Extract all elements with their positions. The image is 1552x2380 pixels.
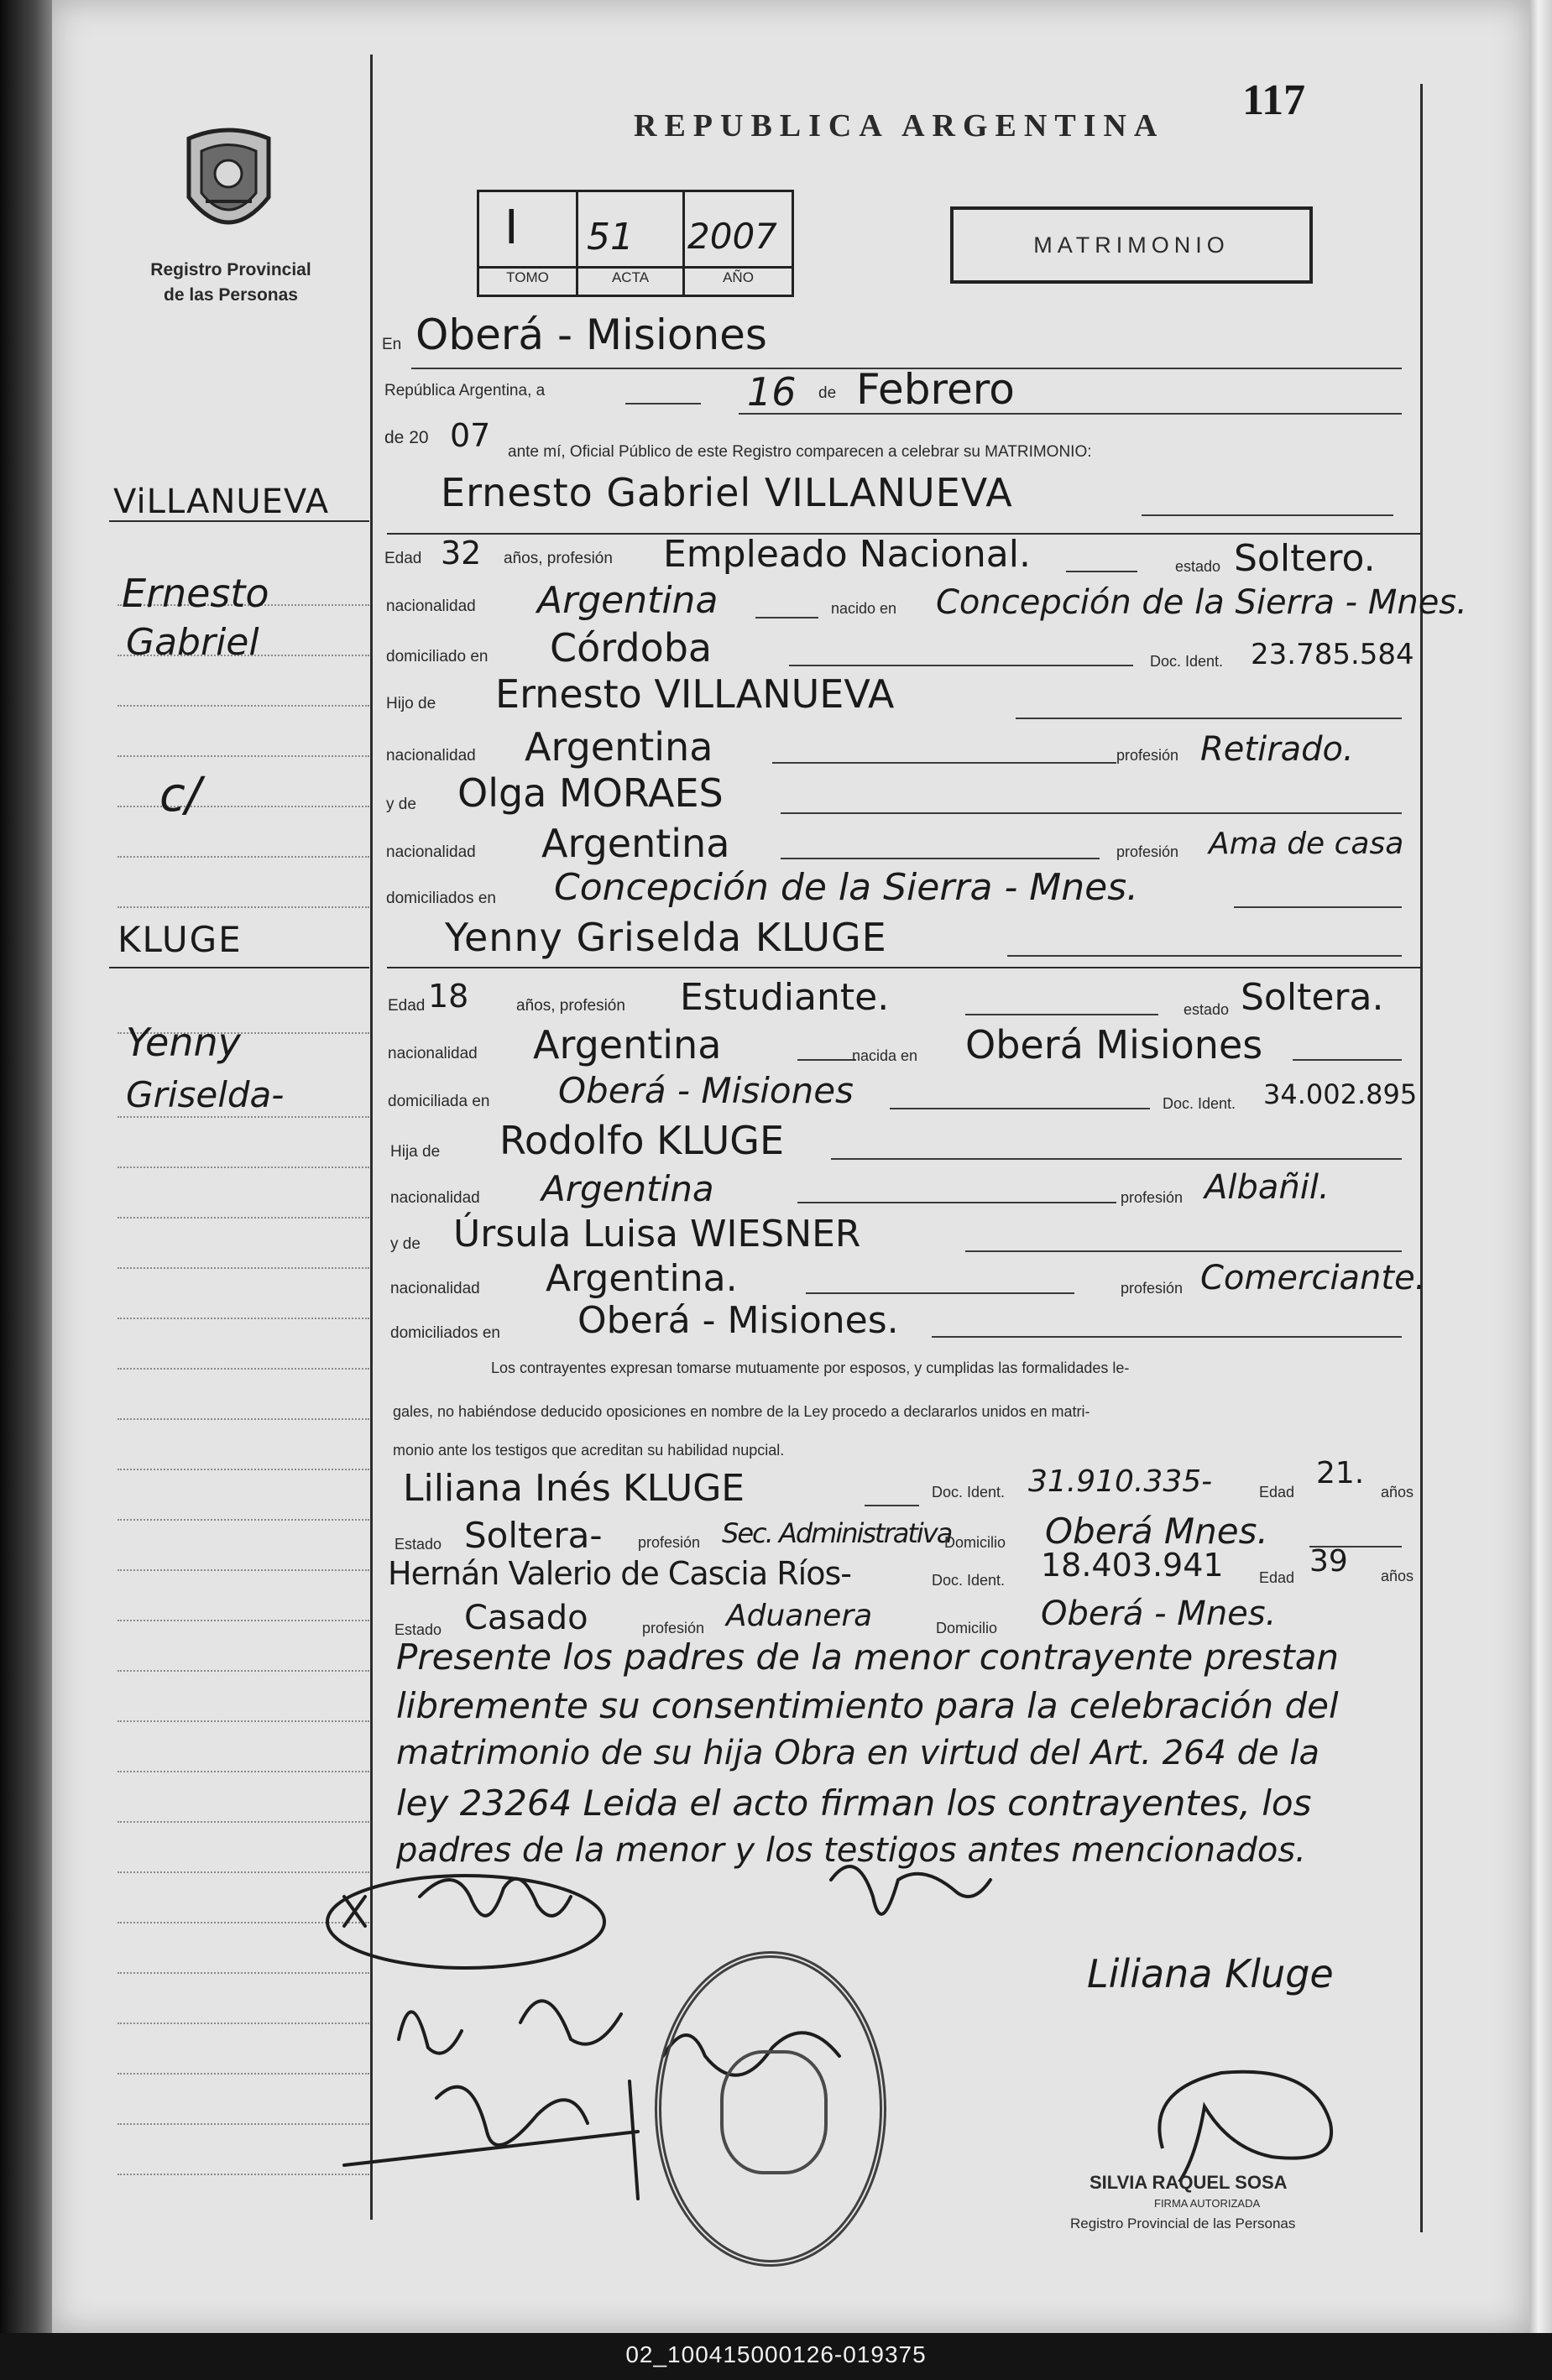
bride-birthplace: Oberá Misiones (965, 1022, 1263, 1067)
bride-section-rule (387, 967, 1421, 968)
groom-age: 32 (441, 535, 482, 572)
margin-groom-surname: ViLLANUEVA (113, 483, 330, 521)
groom-profession: Empleado Nacional. (663, 533, 1031, 576)
page-number: 117 (1242, 76, 1306, 124)
bride-nationality: Argentina (533, 1022, 722, 1067)
groom-dom-label: domiciliado en (386, 648, 489, 665)
year-label: de 20 (384, 428, 429, 447)
witness1-edad-label: Edad (1259, 1484, 1295, 1501)
page-stack-edge (1529, 0, 1552, 2333)
bride-doc-number: 34.002.895 (1263, 1078, 1418, 1110)
bride-hija-label: Hija de (390, 1143, 441, 1161)
groom-nationality: Argentina (537, 579, 719, 622)
notes-line-3: matrimonio de su hija Obra en virtud del Art. 264 de la (396, 1734, 1319, 1772)
officer-registry: Registro Provincial de las Personas (1070, 2216, 1296, 2231)
groom-marital-status: Soltero. (1234, 537, 1376, 580)
ano-value: 2007 (687, 216, 777, 257)
officer-name: SILVIA RAQUEL SOSA (1090, 2172, 1288, 2193)
republic-label: República Argentina, a (384, 382, 546, 399)
witness2-age: 39 (1309, 1544, 1348, 1579)
groom-estado-label: estado (1175, 558, 1221, 575)
declaration-line-2: gales, no habiéndose deducido oposiciones en nombre de la Ley procedo a declararlos unidos en matri- (393, 1403, 1090, 1420)
groom-parents-dom-label: domiciliados en (386, 890, 496, 907)
bride-mother-profession: Comerciante. (1200, 1259, 1426, 1297)
groom-mother-nat-label: nacionalidad (386, 843, 476, 861)
witness2-estado-label: Estado (395, 1621, 442, 1638)
groom-nat-label: nacionalidad (386, 598, 476, 615)
witness2-dom-label: Domicilio (936, 1620, 998, 1636)
groom-yde-label: y de (386, 796, 416, 813)
witness1-doc: 31.910.335- (1028, 1464, 1213, 1499)
witness2-doc-label: Doc. Ident. (932, 1572, 1006, 1589)
bride-full-name: Yenny Griselda KLUGE (445, 915, 887, 960)
country-heading: REPUBLICA ARGENTINA (634, 108, 1165, 144)
margin-groom-name-1: Ernesto (122, 571, 269, 616)
groom-nacido-label: nacido en (831, 600, 897, 617)
witness1-domicile: Oberá Mnes. (1045, 1511, 1268, 1552)
book-binding (0, 0, 59, 2333)
ano-label: AÑO (723, 269, 754, 285)
bride-nat-label: nacionalidad (388, 1045, 478, 1062)
registry-name-line1: Registro Provincial (150, 260, 311, 279)
bride-yde-label: y de (390, 1235, 421, 1253)
margin-bride-surname: KLUGE (118, 919, 243, 960)
officer-signature (1129, 2056, 1347, 2190)
acta-label: ACTA (611, 269, 650, 285)
notes-line-1: Presente los padres de la menor contrayente prestan (396, 1636, 1340, 1678)
declaration-line-1: Los contrayentes expresan tomarse mutuamente por esposos, y cumplidas las formalidades le- (491, 1360, 1130, 1376)
witness2-anos-label: años (1381, 1568, 1414, 1584)
margin-groom-name-2: Gabriel (126, 621, 259, 664)
margin-rule-bride (109, 967, 369, 968)
margin-connector: c/ (159, 768, 201, 822)
bride-profession: Estudiante. (680, 976, 890, 1019)
ceremony-day: 16 (747, 369, 797, 415)
notes-line-2: libremente su consentimiento para la celebración del (396, 1685, 1339, 1726)
witness-signature: Liliana Kluge (1087, 1951, 1334, 1996)
groom-parents-domicile: Concepción de la Sierra - Mnes. (554, 866, 1139, 909)
groom-father-nationality: Argentina (525, 724, 713, 770)
witness1-prof-label: profesión (638, 1534, 701, 1551)
bride-doc-label: Doc. Ident. (1163, 1095, 1236, 1112)
witness1-doc-label: Doc. Ident. (932, 1484, 1006, 1501)
ceremony-month: Febrero (856, 365, 1015, 414)
witness1-dom-label: Domicilio (944, 1534, 1006, 1551)
witness1-age: 21. (1316, 1456, 1365, 1490)
bride-parents-dom-label: domiciliados en (390, 1324, 500, 1342)
bride-mother-nat-label: nacionalidad (390, 1280, 480, 1297)
witness1-estado-label: Estado (395, 1536, 442, 1553)
margin-bride-name-1: Yenny (126, 1020, 241, 1065)
bride-profesion-label: años, profesión (516, 997, 625, 1015)
officer-title: FIRMA AUTORIZADA (1154, 2197, 1261, 2210)
bride-age: 18 (428, 978, 469, 1015)
bride-mother: Úrsula Luisa WIESNER (453, 1213, 861, 1255)
groom-father-nat-label: nacionalidad (386, 747, 476, 765)
witness2-status: Casado (464, 1599, 588, 1637)
bride-estado-label: estado (1184, 1001, 1230, 1018)
tomo-label: TOMO (506, 269, 549, 285)
bride-parents-domicile: Oberá - Misiones. (577, 1299, 899, 1342)
bride-domicile: Oberá - Misiones (558, 1070, 854, 1111)
groom-full-name: Ernesto Gabriel VILLANUEVA (441, 470, 1013, 515)
de-label: de (818, 384, 837, 402)
groom-hijo-label: Hijo de (386, 695, 436, 712)
declaration-line-3: monio ante los testigos que acreditan su habilidad nupcial. (393, 1442, 785, 1459)
witness2-profession: Aduanera (726, 1599, 873, 1633)
witness1-name: Liliana Inés KLUGE (403, 1467, 745, 1510)
tomo-value: I (504, 201, 519, 255)
registry-emblem-icon (172, 122, 285, 248)
groom-edad-label: Edad (384, 550, 422, 567)
groom-profesion-label: años, profesión (504, 550, 613, 567)
witness2-prof-label: profesión (642, 1620, 705, 1636)
witness1-anos-label: años (1381, 1484, 1414, 1501)
official-seal (655, 1951, 886, 2267)
bride-father: Rodolfo KLUGE (499, 1118, 785, 1163)
bride-marital-status: Soltera. (1241, 976, 1384, 1019)
intro-statement: ante mí, Oficial Público de este Registro comparecen a celebrar su MATRIMONIO: (508, 443, 1092, 461)
margin-bride-name-2: Griselda- (126, 1074, 285, 1115)
groom-father-profession: Retirado. (1200, 730, 1354, 769)
record-number-box (477, 190, 794, 297)
witness2-name: Hernán Valerio de Cascia Ríos- (388, 1555, 851, 1592)
bride-nacida-label: nacida en (852, 1047, 918, 1064)
groom-mother-nationality: Argentina (541, 821, 730, 866)
bride-dom-label: domiciliada en (388, 1093, 490, 1110)
witness2-domicile: Oberá - Mnes. (1041, 1594, 1277, 1633)
ceremony-place: Oberá - Misiones (415, 311, 767, 359)
groom-mother-profession: Ama de casa (1209, 827, 1404, 861)
witness2-doc: 18.403.941 (1041, 1547, 1224, 1584)
bride-edad-label: Edad (388, 997, 426, 1015)
groom-mother-prof-label: profesión (1116, 843, 1179, 860)
bride-mother-prof-label: profesión (1121, 1280, 1184, 1297)
groom-birthplace: Concepción de la Sierra - Mnes. (936, 583, 1467, 622)
groom-doc-label: Doc. Ident. (1150, 653, 1224, 670)
groom-domicile: Córdoba (550, 625, 713, 671)
witness1-status: Soltera- (464, 1515, 603, 1556)
groom-father-prof-label: profesión (1116, 747, 1179, 764)
file-id: 02_100415000126-019375 (625, 2341, 927, 2367)
groom-father: Ernesto VILLANUEVA (495, 671, 895, 717)
bride-mother-nationality: Argentina. (546, 1257, 738, 1300)
notes-line-5: padres de la menor y los testigos antes mencionados. (396, 1831, 1306, 1870)
year-suffix: 07 (450, 417, 491, 454)
witness2-edad-label: Edad (1259, 1569, 1295, 1586)
bride-father-nat-label: nacionalidad (390, 1189, 480, 1207)
right-border (1420, 84, 1423, 2232)
record-type-box: MATRIMONIO (950, 206, 1313, 284)
groom-mother: Olga MORAES (457, 770, 724, 816)
registry-name-line2: de las Personas (164, 285, 298, 305)
bride-father-prof-label: profesión (1121, 1189, 1184, 1206)
groom-doc-number: 23.785.584 (1251, 638, 1414, 671)
bride-father-profession: Albañil. (1204, 1168, 1330, 1207)
scan-footer (0, 2333, 1552, 2380)
bride-father-nationality: Argentina (541, 1168, 714, 1209)
witness1-profession: Sec. Administrativa (722, 1517, 952, 1549)
acta-value: 51 (587, 216, 634, 258)
en-label: En (382, 336, 402, 353)
notes-line-4: ley 23264 Leida el acto firman los contrayentes, los (396, 1782, 1312, 1824)
